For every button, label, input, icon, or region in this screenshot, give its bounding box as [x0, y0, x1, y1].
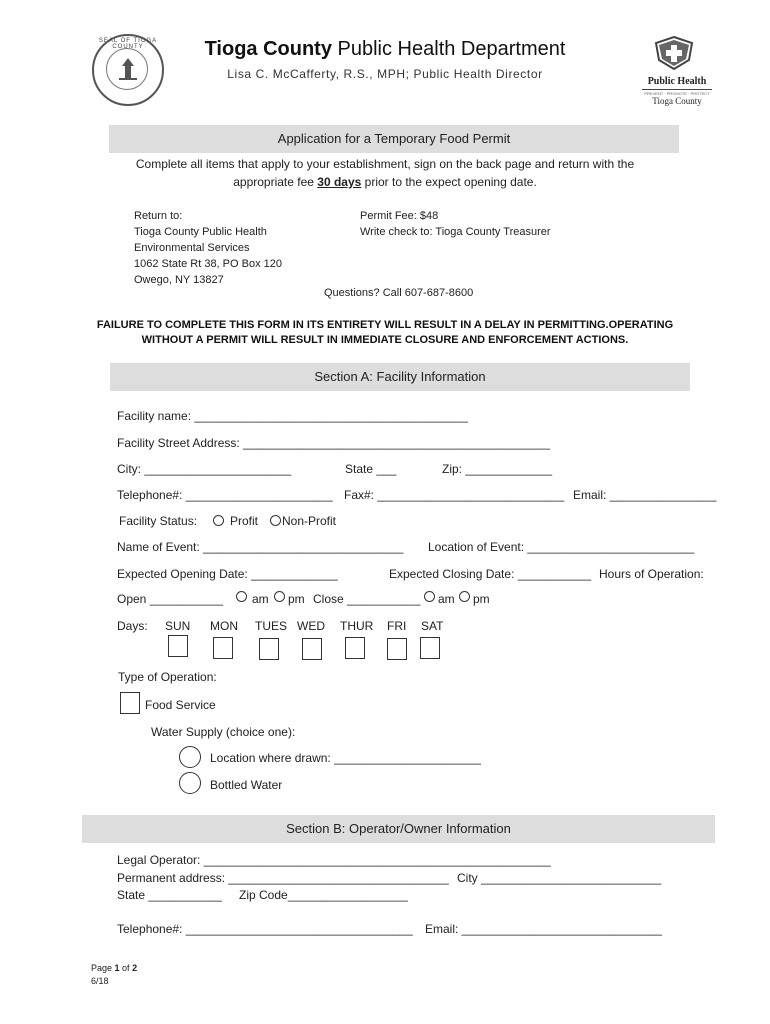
director-line: Lisa C. McCafferty, R.S., MPH; Public Health Director — [227, 67, 543, 81]
hours-label: Hours of Operation: — [599, 567, 704, 581]
close-am-radio[interactable] — [424, 591, 435, 602]
telephone-field[interactable]: Telephone#: ______________________ — [117, 488, 333, 502]
day-tues-checkbox[interactable] — [259, 638, 279, 660]
city-field[interactable]: City: ______________________ — [117, 462, 292, 476]
bottled-water-radio[interactable] — [179, 772, 201, 794]
application-title-bar: Application for a Temporary Food Permit — [109, 125, 679, 153]
operator-email-field[interactable]: Email: ______________________________ — [425, 922, 662, 936]
page-number: Page 1 of 2 — [91, 963, 138, 973]
return-address: Return to: Tioga County Public Health Environmental Services 1062 State Rt 38, PO Box 120 Owego, NY 13827 — [134, 210, 282, 286]
check-payable: Write check to: Tioga County Treasurer — [360, 226, 551, 238]
logo-name: Public Health — [647, 76, 707, 87]
water-supply-label: Water Supply (choice one): — [151, 725, 296, 739]
title-department: Public Health Department — [331, 38, 566, 60]
day-wed-checkbox[interactable] — [302, 638, 322, 660]
seal-text: SEAL OF TIOGA COUNTY — [98, 38, 158, 50]
day-fri-checkbox[interactable] — [387, 638, 407, 660]
water-location-radio[interactable] — [179, 746, 201, 768]
day-sun-label: SUN — [165, 619, 191, 633]
event-location-field[interactable]: Location of Event: _________________________ — [428, 540, 695, 554]
instructions-line-2: appropriate fee 30 days prior to the expect opening date. — [233, 175, 537, 189]
day-sun-checkbox[interactable] — [168, 635, 188, 657]
warning-line-1: FAILURE TO COMPLETE THIS FORM IN ITS ENTIRETY WILL RESULT IN A DELAY IN PERMITTING.OPERATING — [96, 319, 674, 331]
day-sat-checkbox[interactable] — [420, 637, 440, 659]
revision-date: 6/18 — [91, 976, 109, 986]
close-am-label: am — [438, 592, 455, 606]
profit-label: Profit — [230, 514, 259, 528]
operator-telephone-field[interactable]: Telephone#: __________________________________ — [117, 922, 413, 936]
nonprofit-radio[interactable] — [270, 515, 281, 526]
payment-info — [360, 208, 551, 240]
questions-phone: Questions? Call 607-687-8600 — [324, 287, 474, 299]
operator-zip-field[interactable]: Zip Code__________________ — [239, 888, 408, 902]
close-pm-radio[interactable] — [459, 591, 470, 602]
open-am-label: am — [252, 592, 269, 606]
fax-field[interactable]: Fax#: ____________________________ — [344, 488, 565, 502]
fee-deadline: 30 days — [317, 175, 362, 189]
location-drawn-field[interactable]: Location where drawn: ______________________ — [210, 751, 481, 765]
facility-address-field[interactable]: Facility Street Address: ______________________________________________ — [117, 436, 551, 450]
open-pm-label: pm — [288, 592, 305, 606]
close-time-field[interactable]: Close ___________ — [313, 592, 421, 606]
permit-fee: Permit Fee: $48 — [360, 210, 439, 222]
event-name-field[interactable]: Name of Event: ______________________________ — [117, 540, 404, 554]
shield-cross-icon — [654, 36, 694, 70]
profit-radio[interactable] — [213, 515, 224, 526]
facility-name-field[interactable]: Facility name: _________________________________________ — [117, 409, 468, 423]
open-pm-radio[interactable] — [274, 591, 285, 602]
days-label: Days: — [117, 619, 148, 633]
food-service-label: Food Service — [145, 698, 216, 712]
open-am-radio[interactable] — [236, 591, 247, 602]
day-sat-label: SAT — [421, 619, 444, 633]
nonprofit-label: Non-Profit — [282, 514, 337, 528]
section-a-bar: Section A: Facility Information — [110, 363, 690, 391]
permanent-address-field[interactable]: Permanent address: _________________________________ — [117, 871, 449, 885]
email-field[interactable]: Email: ________________ — [573, 488, 717, 502]
state-field[interactable]: State ___ — [345, 462, 397, 476]
opening-date-field[interactable]: Expected Opening Date: _____________ — [117, 567, 338, 581]
logo-county: Tioga County — [652, 96, 702, 106]
operator-city-field[interactable]: City ___________________________ — [457, 871, 662, 885]
close-pm-label: pm — [473, 592, 490, 606]
bottled-water-label: Bottled Water — [210, 778, 283, 792]
instructions-line-1: Complete all items that apply to your establishment, sign on the back page and return with the — [135, 157, 635, 171]
day-mon-checkbox[interactable] — [213, 637, 233, 659]
warning-line-2: WITHOUT A PERMIT WILL RESULT IN IMMEDIATE CLOSURE AND ENFORCEMENT ACTIONS. — [141, 334, 629, 346]
day-thur-label: THUR — [340, 619, 374, 633]
food-service-checkbox[interactable] — [120, 692, 140, 714]
closing-date-field[interactable]: Expected Closing Date: ___________ — [389, 567, 592, 581]
section-b-bar: Section B: Operator/Owner Information — [82, 815, 715, 843]
open-time-field[interactable]: Open ___________ — [117, 592, 224, 606]
facility-status-label: Facility Status: — [119, 514, 198, 528]
day-thur-checkbox[interactable] — [345, 637, 365, 659]
logo-tagline: PREVENT · PROMOTE · PROTECT — [644, 91, 710, 96]
zip-field[interactable]: Zip: _____________ — [442, 462, 553, 476]
title-county: Tioga County — [204, 38, 332, 60]
operation-type-label: Type of Operation: — [118, 670, 217, 684]
day-wed-label: WED — [297, 619, 325, 633]
day-tues-label: TUES — [255, 619, 288, 633]
day-fri-label: FRI — [387, 619, 407, 633]
operator-state-field[interactable]: State ___________ — [117, 888, 222, 902]
legal-operator-field[interactable]: Legal Operator: ____________________________________________________ — [117, 853, 551, 867]
day-mon-label: MON — [210, 619, 238, 633]
